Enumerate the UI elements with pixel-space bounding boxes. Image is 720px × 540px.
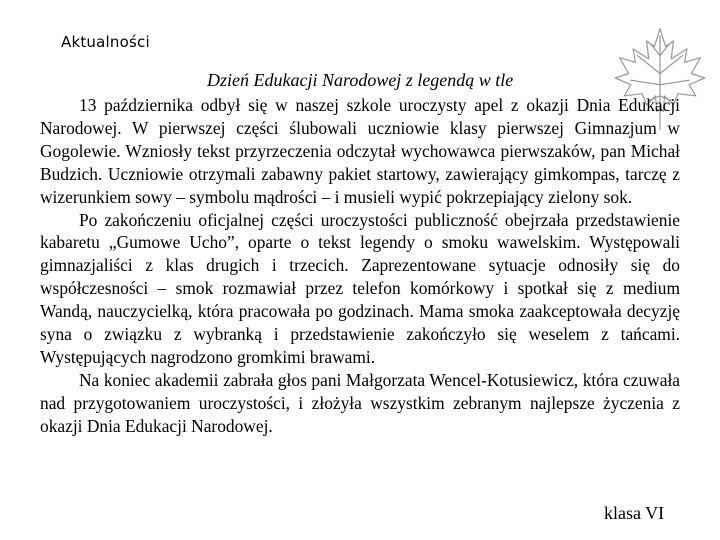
section-label: Aktualności	[61, 33, 150, 51]
article-paragraph-3: Na koniec akademii zabrała głos pani Małgorzata Wencel-Kotusiewicz, która czuwała nad przygotowaniem uroczystości, i złożyła wszystkim zebranym najlepsze życzenia z okazji Dnia Edukacji Narodowej.	[40, 369, 680, 436]
article-paragraph-2: Po zakończeniu oficjalnej części uroczystości publiczność obejrzała przedstawienie kabaretu „Gumowe Ucho”, oparte o tekst legendy o smoku wawelskim. Występowali gimnazjaliści z klas drugich i trzecich. Zaprezentowane sytuacje odnosiły się do współczesności – smok rozmawiał przez telefon komórkowy i spotkał się z medium Wandą, nauczycielką, która pracowała po godzinach. Mama smoka zaakceptowała decyzję syna o związku z wybranką i przedstawienie zakończyło się weselem z tańcami. Występujących nagrodzono gromkimi brawami.	[40, 209, 680, 367]
article-title: Dzień Edukacji Narodowej z legendą w tle	[207, 70, 514, 90]
article-signature: klasa VI	[604, 503, 665, 523]
article-paragraph-1: 13 października odbył się w naszej szkole uroczysty apel z okazji Dnia Edukacji Narodowej. W pierwszej części ślubowali uczniowie klasy pierwszej Gimnazjum w Gogolewie. Wzniosły tekst przyrzeczenia odczytał wychowawca pierwszaków, pan Michał Budzich. Uczniowie otrzymali zabawny pakiet startowy, zawierający gimkompas, tarczę z wizerunkiem sowy – symbolu mądrości – i musieli wypić pokrzepiający zielony sok.	[40, 95, 680, 207]
article-body	[40, 94, 680, 438]
